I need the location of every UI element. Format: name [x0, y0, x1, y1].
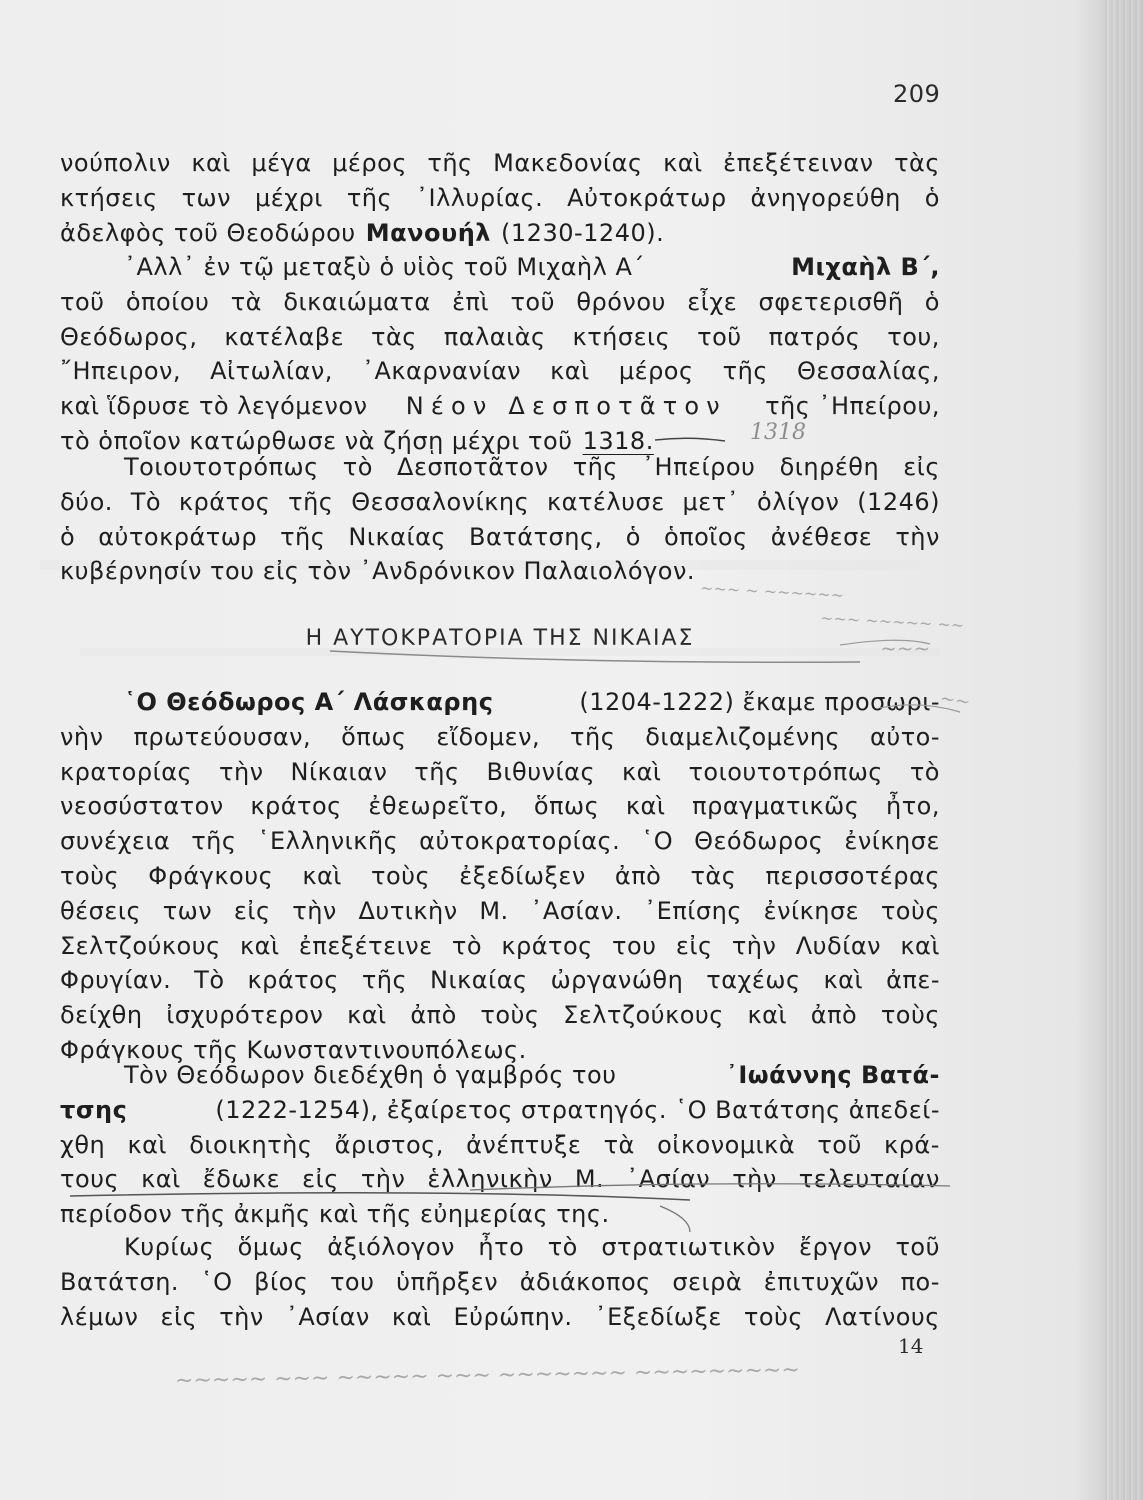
- word: καὶ: [823, 966, 864, 995]
- word: μέρος: [618, 357, 694, 386]
- word: ἔργον: [798, 1233, 872, 1261]
- word: ὅμως: [237, 1233, 304, 1261]
- text-line: [60, 1230, 940, 1265]
- word: ἐνίκησε: [763, 896, 860, 925]
- word: χθη: [60, 1130, 106, 1159]
- word: καὶ: [191, 149, 231, 177]
- text-line: [60, 181, 940, 216]
- pencil-scribble: ~~~~~ ~~~ ~~~~~ ~~~ ~~~~~~~ ~~~~~~~~~: [174, 1357, 801, 1394]
- text-run: (1204-1222) ἔκαμε προσωρι-: [579, 688, 940, 716]
- emphasized-name: Μανουήλ: [365, 218, 491, 247]
- section-heading: Η ΑΥΤΟΚΡΑΤΟΡΙΑ ΤΗΣ ΝΙΚΑΙΑΣ: [305, 626, 695, 651]
- word: ᾿Ηπείρου: [642, 453, 756, 481]
- word: ὅπως: [533, 792, 600, 821]
- word: Βατάτση.: [60, 1267, 180, 1296]
- emphasized-name: τσης: [60, 1095, 128, 1124]
- text-line: [60, 1300, 940, 1335]
- word: ὁ: [924, 287, 940, 316]
- word: Δυτικὴν: [358, 896, 458, 925]
- text-line: [60, 1093, 940, 1128]
- text-line: [60, 389, 940, 424]
- word: τὸ: [909, 757, 940, 786]
- word: ὅπως: [341, 722, 407, 751]
- word: παλαιὰς: [443, 322, 546, 351]
- word: θρόνου: [576, 287, 666, 316]
- page-edge-shadow: [1104, 0, 1144, 1500]
- text-line: [60, 1128, 940, 1163]
- word: τῆς: [288, 487, 334, 516]
- text-line: [60, 685, 940, 720]
- word: εἰς: [302, 1165, 339, 1194]
- word: νούπολιν: [60, 149, 171, 177]
- word: ἐπιτυχῶν: [763, 1267, 880, 1296]
- text-line: [60, 216, 940, 251]
- word: τὸ: [342, 453, 373, 481]
- text-line: [60, 755, 940, 790]
- word: ἀπὸ: [810, 1001, 858, 1030]
- pencil-scribble: ~~~ ~ ~~~~~~: [699, 578, 845, 605]
- word: ῾Ο: [200, 1267, 233, 1296]
- word: διοικητὴς: [189, 1130, 313, 1159]
- word: λέμων: [60, 1302, 139, 1331]
- text-line: [60, 1197, 940, 1232]
- word: τοιουτοτρόπως: [688, 757, 883, 786]
- text-run: περίοδον τῆς ἀκμῆς καὶ τῆς εὐημερίας της.: [60, 1200, 610, 1229]
- word: κτήσεις: [60, 183, 158, 212]
- word: του: [612, 931, 657, 960]
- text-run: κυβέρνησίν του εἰς τὸν ᾿Ανδρόνικον Παλαιολόγον.: [60, 557, 695, 586]
- pencil-scribble: ~~: [938, 688, 972, 713]
- paragraph: [60, 250, 940, 459]
- word: ἰσχυρότερον: [166, 1001, 324, 1030]
- word: ᾿Επίσης: [644, 896, 742, 925]
- word: τὴν: [219, 1302, 264, 1331]
- text-run: τῆς ᾿Ηπείρου,: [765, 392, 940, 421]
- word: τὴν: [292, 896, 337, 925]
- word: ἐθεωρεῖτο,: [368, 792, 508, 821]
- word: ᾿Ασίαν: [626, 1165, 711, 1194]
- emphasized-name: ᾿Ιωάννης Βατά-: [725, 1061, 940, 1089]
- word: Νικαίας: [430, 966, 528, 995]
- word: ἐξεδίωξεν: [459, 861, 586, 890]
- text-line: [60, 485, 940, 520]
- word: ἑλληνικὴν: [427, 1165, 553, 1194]
- word: αὐτο-: [870, 722, 940, 751]
- word: Βατάτσης,: [469, 522, 603, 551]
- paragraph: [60, 685, 940, 1068]
- word: τοὺς: [743, 1302, 803, 1331]
- word: κράτος: [250, 792, 342, 821]
- page-number: 209: [893, 80, 941, 108]
- word: Λατίνους: [825, 1302, 940, 1331]
- word: ἄριστος,: [334, 1130, 444, 1159]
- word: καὶ: [625, 792, 666, 821]
- word: τῆς: [346, 183, 393, 212]
- word: πρωτεύουσαν,: [133, 722, 312, 751]
- word: κατέλυσε: [547, 487, 665, 516]
- text-line: [60, 285, 940, 320]
- word: περισσοτέρας: [765, 861, 940, 890]
- text-line: [60, 859, 940, 894]
- text-run: Τὸν Θεόδωρον διεδέχθη ὁ γαμβρός του: [124, 1061, 617, 1089]
- text-line: [60, 520, 940, 555]
- word: ᾿Εξεδίωξε: [594, 1302, 722, 1331]
- word: κράτος: [247, 966, 339, 995]
- paragraph: [60, 146, 940, 250]
- word: εἰς: [903, 453, 940, 481]
- text-line: [60, 1162, 940, 1197]
- word: πραγματικῶς: [692, 792, 860, 821]
- text-run: (1230-1240).: [501, 218, 665, 247]
- word: τὰ: [230, 287, 263, 316]
- text-line: [60, 320, 940, 355]
- word: τοῦ: [60, 287, 105, 316]
- word: κατέλαβε: [224, 322, 345, 351]
- word: μέγα: [251, 149, 312, 177]
- word: νεοσύστατον: [60, 792, 224, 821]
- word: ῾Ελληνικῆς: [257, 827, 399, 856]
- word: Τὸ: [130, 487, 162, 516]
- word: καὶ: [240, 931, 280, 960]
- word: ἀξιόλογον: [327, 1233, 455, 1261]
- word: τῆς: [722, 357, 768, 386]
- text-line: [60, 789, 940, 824]
- word: ἦτο: [478, 1233, 525, 1261]
- word: κτήσεις: [572, 322, 671, 351]
- word: ἐπεξέτειναν: [723, 149, 874, 177]
- word: θέσεις: [60, 896, 142, 925]
- word: πατρός: [768, 322, 861, 351]
- paragraph: [60, 1058, 940, 1232]
- word: τὴν: [732, 1165, 777, 1194]
- text-run: (1222-1254), ἐξαίρετος στρατηγός. ῾Ο Βατάτσης ἀπεδεί-: [215, 1095, 940, 1124]
- word: διηρέθη: [779, 453, 880, 481]
- pencil-date-note: 1318: [750, 420, 806, 445]
- word: Θεσσαλίας,: [796, 357, 940, 386]
- word: τὴν: [895, 522, 940, 551]
- word: δικαιώματα: [283, 287, 431, 316]
- word: Μ.: [479, 896, 509, 925]
- word: δύο.: [60, 487, 113, 516]
- paragraph: [60, 450, 940, 589]
- word: οἰκονομικὰ: [657, 1130, 796, 1159]
- word: συνέχεια: [60, 827, 171, 856]
- word: εἰς: [675, 931, 713, 960]
- emphasized-name: Μιχαὴλ Β΄,: [791, 253, 940, 281]
- emphasized-name: ῾Ο Θεόδωρος Α΄ Λάσκαρης: [124, 688, 494, 716]
- word: ἀνηγορεύθη: [750, 183, 901, 212]
- text-line: [60, 720, 940, 755]
- word: τὴν: [731, 931, 777, 960]
- word: ὁποῖος: [663, 522, 748, 551]
- word: του: [329, 1267, 375, 1296]
- word: μέχρι: [254, 183, 323, 212]
- word: ὁ: [924, 183, 940, 212]
- word: Δεσποτᾶτον: [397, 453, 549, 481]
- word: τῆς: [427, 149, 473, 177]
- word: ἀνέθεσε: [770, 522, 873, 551]
- word: Θεσσαλονίκης: [351, 487, 530, 516]
- word: τὸ: [451, 931, 483, 960]
- word: Βιθυνίας: [486, 757, 596, 786]
- word: ἦτο,: [886, 792, 940, 821]
- word: τὰς: [371, 322, 417, 351]
- word: τοῦ: [817, 1130, 862, 1159]
- text-line: [60, 894, 940, 929]
- pencil-scribble: ~~~: [880, 636, 931, 660]
- word: ῾Ο: [641, 827, 674, 856]
- underlined-year: 1318.: [582, 426, 654, 455]
- word: ἀπὸ: [614, 861, 662, 890]
- word: τῆς: [361, 966, 408, 995]
- text-run: Φράγκους τῆς Κωνσταντινουπόλεως.: [60, 1035, 527, 1064]
- word: ῎Ηπειρον,: [60, 357, 182, 386]
- word: Θεόδωρος: [694, 827, 824, 856]
- text-run: ἀδελφὸς τοῦ Θεοδώρου: [60, 218, 356, 247]
- word: τὴν: [360, 1165, 406, 1194]
- word: ἐνίκησε: [844, 827, 940, 856]
- word: κράτος: [178, 487, 271, 516]
- word: Μακεδονίας: [493, 149, 643, 177]
- word: Νικαίας: [348, 522, 446, 551]
- word: καὶ: [347, 1001, 387, 1030]
- text-run: καὶ ἵδρυσε τὸ λεγόμενον: [60, 392, 368, 421]
- word: τῆς: [572, 453, 618, 481]
- text-line: [60, 998, 940, 1033]
- word: τῆς: [414, 757, 460, 786]
- word: κρά-: [884, 1130, 940, 1159]
- word: τελευταίαν: [798, 1165, 940, 1194]
- word: μετ᾿: [682, 487, 740, 516]
- text-line: [60, 929, 940, 964]
- word: τὰ: [603, 1130, 635, 1159]
- word: ἀνέπτυξε: [466, 1130, 582, 1159]
- word: καὶ: [747, 1001, 788, 1030]
- word: καὶ: [621, 757, 662, 786]
- word: εἰς: [160, 1302, 198, 1331]
- word: μέρος: [332, 149, 407, 177]
- word: ἔδωκε: [202, 1165, 281, 1194]
- word: ἐπὶ: [452, 287, 490, 316]
- word: των: [162, 896, 213, 925]
- word: τῆς: [570, 722, 616, 751]
- word: τους: [60, 1165, 120, 1194]
- word: ᾿Ακαρνανίαν: [361, 357, 522, 386]
- signature-number: 14: [898, 1334, 924, 1358]
- word: τῆς: [280, 522, 326, 551]
- word: δείχθη: [60, 1001, 143, 1030]
- word: Θεόδωρος,: [60, 322, 198, 351]
- word: ὁ: [625, 522, 641, 551]
- word: ταχέως: [706, 966, 801, 995]
- word: εἴδομεν,: [436, 722, 541, 751]
- word: Νίκαιαν: [290, 757, 388, 786]
- paragraph: [60, 1230, 940, 1334]
- word: Λυδίαν: [795, 931, 882, 960]
- word: Σελτζούκους: [60, 931, 221, 960]
- word: τὸ: [547, 1233, 578, 1261]
- word: ὁ: [60, 522, 76, 551]
- word: των: [181, 183, 232, 212]
- word: εἰς: [233, 896, 271, 925]
- word: Μ.: [574, 1165, 605, 1194]
- word: αὐτοκράτωρ: [98, 522, 258, 551]
- word: Τὸ: [194, 966, 225, 995]
- word: τοὺς: [880, 1001, 940, 1030]
- word: ἐπεξέτεινε: [298, 931, 433, 960]
- word: Κυρίως: [124, 1233, 215, 1261]
- word: καὶ: [900, 931, 940, 960]
- word: ὁποίου: [125, 287, 210, 316]
- word: νὴν: [60, 722, 104, 751]
- word: τὰς: [894, 149, 940, 177]
- word: ὑπῆρξεν: [396, 1267, 499, 1296]
- word: ὠργανώθη: [550, 966, 684, 995]
- word: του,: [887, 322, 940, 351]
- word: καὶ: [391, 1302, 432, 1331]
- word: τὴν: [219, 757, 264, 786]
- text-run: ᾿Αλλ᾿ ἐν τῷ μεταξὺ ὁ υἱὸς τοῦ Μιχαὴλ Α΄: [124, 253, 645, 281]
- spaced-term: Νέον Δεσποτᾶτον: [405, 392, 727, 421]
- word: στρατιωτικὸν: [601, 1233, 776, 1261]
- word: Φράγκους: [148, 861, 274, 890]
- word: κράτος: [501, 931, 593, 960]
- word: τοὺς: [60, 861, 120, 890]
- word: τοὺς: [371, 861, 431, 890]
- word: Αὐτοκράτωρ: [567, 183, 727, 212]
- text-line: [60, 1058, 940, 1093]
- word: κρατορίας: [60, 757, 193, 786]
- word: τοῦ: [697, 322, 742, 351]
- word: βίος: [254, 1267, 309, 1296]
- word: Σελτζούκους: [563, 1001, 724, 1030]
- text-line: [60, 824, 940, 859]
- text-line: [60, 450, 940, 485]
- word: ἀπε-: [886, 966, 940, 995]
- word: ᾿Ασίαν.: [530, 896, 623, 925]
- word: σφετερισθῆ: [758, 287, 904, 316]
- word: ᾿Ιλλυρίας.: [416, 183, 544, 212]
- word: Εὐρώπην.: [453, 1302, 573, 1331]
- word: καὶ: [141, 1165, 181, 1194]
- word: καὶ: [550, 357, 590, 386]
- word: τῆς: [191, 827, 237, 856]
- word: καὶ: [127, 1130, 168, 1159]
- word: καὶ: [663, 149, 703, 177]
- pencil-scribble: ~~~ ~~~~~ ~~: [819, 608, 965, 635]
- text-line: [60, 1265, 940, 1300]
- text-line: [60, 146, 940, 181]
- word: τοὺς: [880, 896, 940, 925]
- word: εἶχε: [687, 287, 738, 316]
- word: πο-: [900, 1267, 940, 1296]
- text-run: τὸ ὁποῖον κατώρθωσε νὰ ζήσῃ μέχρι τοῦ: [60, 426, 573, 455]
- word: ὀλίγον: [757, 487, 840, 516]
- text-line: [60, 354, 940, 389]
- word: τοὺς: [480, 1001, 540, 1030]
- word: αὐτοκρατορίας.: [419, 827, 621, 856]
- word: ἀδιάκοπος: [519, 1267, 651, 1296]
- word: Φρυγίαν.: [60, 966, 172, 995]
- word: Αἰτωλίαν,: [210, 357, 333, 386]
- word: καὶ: [302, 861, 342, 890]
- word: (1246): [857, 487, 940, 516]
- text-line: [60, 963, 940, 998]
- word: ἀπὸ: [410, 1001, 457, 1030]
- word: διαμελιζομένης: [645, 722, 841, 751]
- word: τοῦ: [510, 287, 555, 316]
- word: τὰς: [690, 861, 737, 890]
- word: σειρὰ: [672, 1267, 743, 1296]
- word: τοῦ: [895, 1233, 940, 1261]
- text-line: [60, 250, 940, 285]
- word: ᾿Ασίαν: [285, 1302, 370, 1331]
- word: Τοιουτοτρόπως: [124, 453, 319, 481]
